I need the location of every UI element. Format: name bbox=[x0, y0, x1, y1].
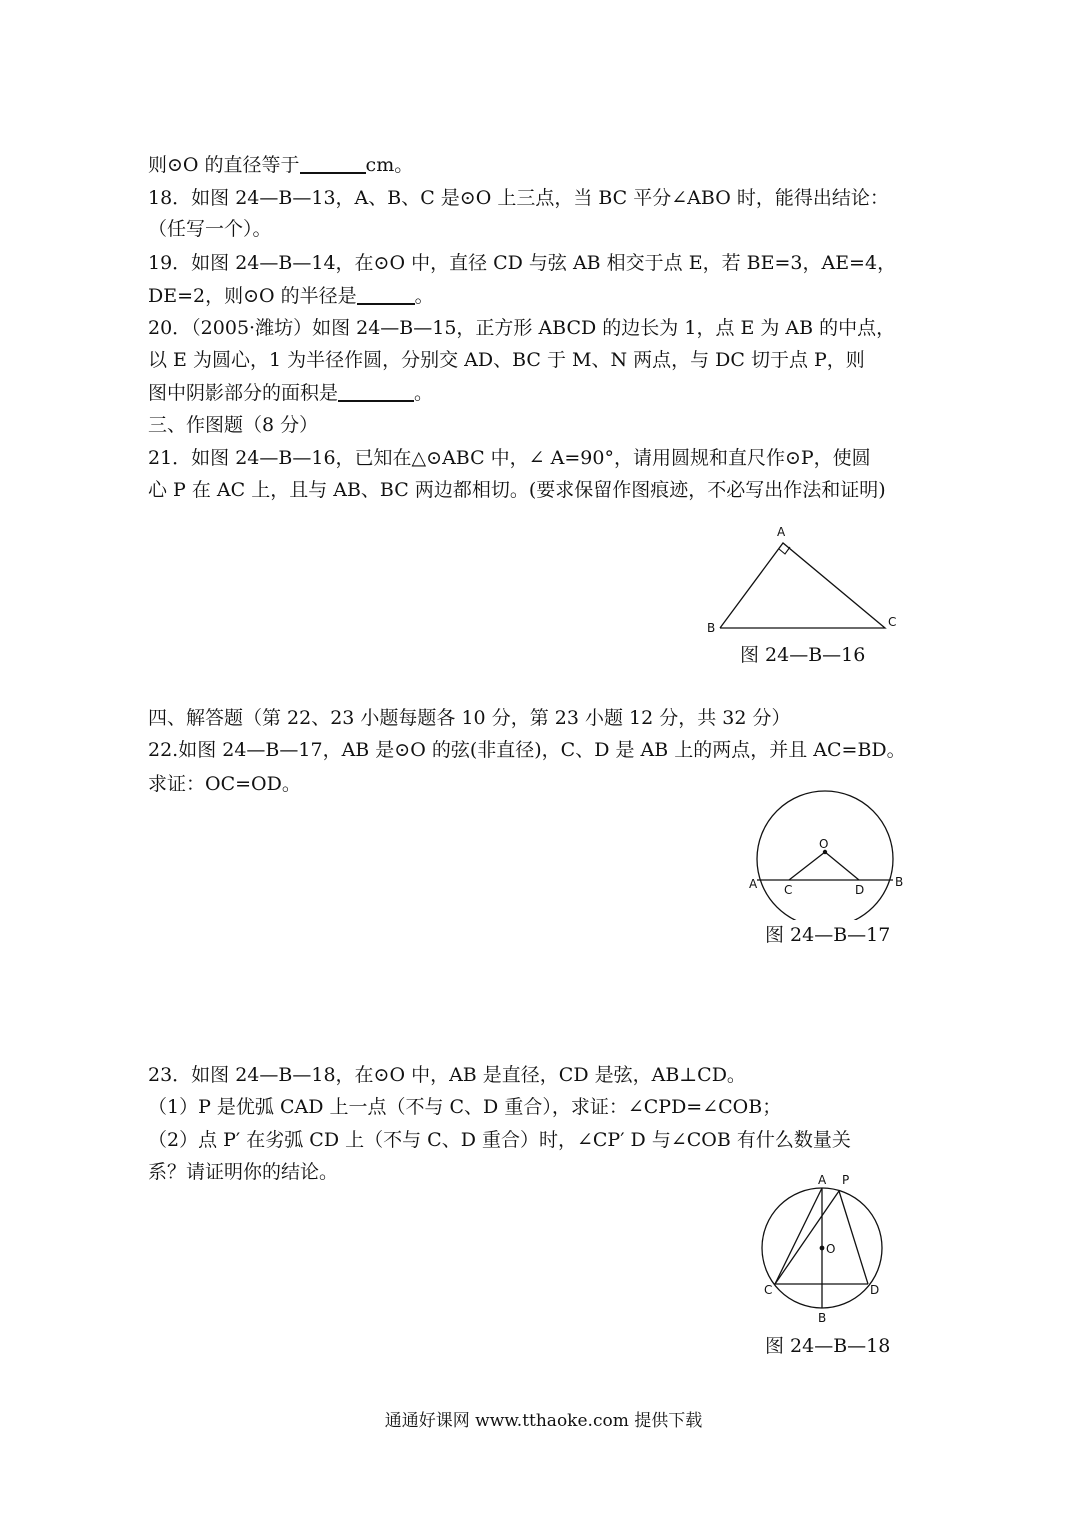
figure-24-b-17-caption: 图 24—B—17 bbox=[765, 924, 891, 946]
fig16-label-c: C bbox=[888, 615, 897, 629]
question-23-part2-cont: 系？请证明你的结论。 bbox=[148, 1161, 339, 1183]
fig18-label-d: D bbox=[870, 1283, 880, 1297]
answer-blank-17[interactable] bbox=[300, 152, 366, 174]
section-3-heading: 三、作图题（8 分） bbox=[148, 414, 319, 436]
question-20: 20．（2005·潍坊）如图 24—B—15，正方形 ABCD 的边长为 1，点 E 为 AB 的中点， bbox=[148, 317, 896, 339]
question-20-cont1: 以 E 为圆心，1 为半径作圆，分别交 AD、BC 于 M、N 两点，与 DC 切于点 P，则 bbox=[148, 349, 865, 371]
figure-24-b-16-caption: 图 24—B—16 bbox=[740, 644, 866, 666]
fig17-label-a: A bbox=[749, 877, 758, 891]
question-20-cont2 bbox=[148, 380, 433, 406]
question-20-end: 。 bbox=[414, 382, 434, 404]
fig17-label-d: D bbox=[855, 883, 865, 897]
question-22-cont: 求证：OC=OD。 bbox=[148, 773, 301, 795]
figure-24-b-18-caption: 图 24—B—18 bbox=[765, 1335, 891, 1357]
line-17-end bbox=[148, 152, 413, 178]
question-21-cont: 心 P 在 AC 上，且与 AB、BC 两边都相切。(要求保留作图痕迹，不必写出作法和证明) bbox=[148, 479, 886, 501]
answer-blank-20[interactable] bbox=[338, 380, 414, 402]
section-4-heading: 四、解答题（第 22、23 小题每题各 10 分，第 23 小题 12 分，共 32 分） bbox=[148, 707, 791, 729]
question-19-end: 。 bbox=[414, 285, 434, 307]
question-19-text: DE=2，则⊙O 的半径是 bbox=[148, 285, 357, 307]
line-17-unit: cm。 bbox=[365, 154, 414, 176]
question-20-text: 图中阴影部分的面积是 bbox=[148, 382, 339, 404]
question-18-cont: （任写一个）。 bbox=[148, 218, 272, 240]
question-23-part2: （2）点 P′ 在劣弧 CD 上（不与 C、D 重合）时，∠CP′ D 与∠COB 有什么数量关 bbox=[148, 1129, 851, 1151]
question-19: 19．如图 24—B—14，在⊙O 中，直径 CD 与弦 AB 相交于点 E，若 BE=3，AE=4， bbox=[148, 252, 897, 274]
fig18-label-a: A bbox=[818, 1173, 827, 1187]
question-22: 22.如图 24—B—17，AB 是⊙O 的弦(非直径)，C、D 是 AB 上的两点，并且 AC=BD。 bbox=[148, 739, 906, 761]
answer-blank-19[interactable] bbox=[357, 283, 415, 305]
fig18-label-b: B bbox=[818, 1311, 827, 1325]
question-21: 21．如图 24—B—16，已知在△⊙ABC 中，∠ A=90°，请用圆规和直尺作⊙P，使圆 bbox=[148, 447, 871, 469]
question-19-cont bbox=[148, 283, 434, 309]
fig16-label-a: A bbox=[777, 525, 786, 539]
question-23-part1: （1）P 是优弧 CAD 上一点（不与 C、D 重合），求证：∠CPD=∠COB； bbox=[148, 1096, 782, 1118]
center-point bbox=[820, 1246, 825, 1251]
line-17-text: 则⊙O 的直径等于 bbox=[148, 154, 300, 176]
fig17-label-b: B bbox=[895, 875, 904, 889]
question-18: 18．如图 24—B—13，A、B、C 是⊙O 上三点，当 BC 平分∠ABO 时，能得出结论： bbox=[148, 187, 889, 209]
figure-24-b-18 bbox=[752, 1168, 902, 1328]
fig16-label-b: B bbox=[707, 621, 716, 635]
page-footer: 通通好课网 www.tthaoke.com 提供下载 bbox=[384, 1411, 703, 1431]
question-23: 23．如图 24—B—18，在⊙O 中，AB 是直径，CD 是弦，AB⊥CD。 bbox=[148, 1064, 746, 1086]
fig17-label-c: C bbox=[784, 883, 793, 897]
fig18-label-c: C bbox=[764, 1283, 773, 1297]
figure-24-b-17 bbox=[745, 778, 915, 920]
fig18-label-o: O bbox=[826, 1242, 836, 1256]
fig17-label-o: O bbox=[819, 837, 829, 851]
figure-24-b-16 bbox=[700, 518, 910, 638]
fig18-label-p: P bbox=[842, 1173, 850, 1187]
